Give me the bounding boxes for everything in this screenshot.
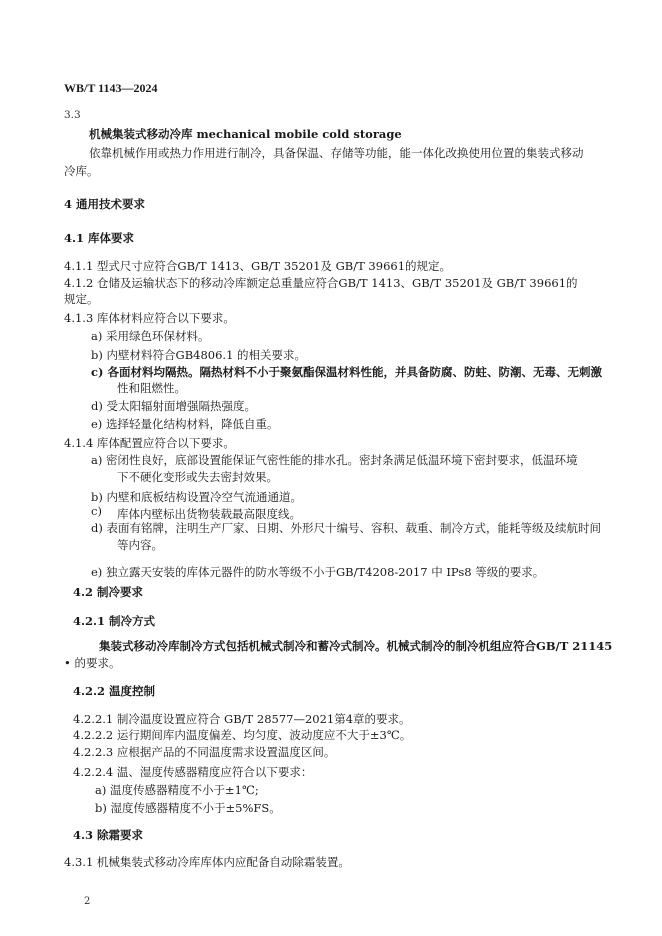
- text-line-s413-e: e) 选择轻量化结构材料，降低自重。: [91, 417, 279, 431]
- standard-code-header: WB/T 1143—2024: [64, 81, 158, 95]
- text-line-s413: 4.1.3 库体材料应符合以下要求。: [64, 311, 235, 325]
- page-number: 2: [84, 896, 91, 907]
- text-line-s413-c2: 性和阻燃性。: [117, 381, 186, 395]
- text-line-s421: 4.2.1 制冷方式: [73, 614, 156, 628]
- text-line-s413-b: b) 内壁材料符合GB4806.1 的相关要求。: [91, 348, 307, 362]
- text-line-s414-d2: 等内容。: [117, 538, 163, 552]
- text-line-def-body-2: 冷库。: [64, 164, 99, 178]
- text-line-s413-c1: c) 各面材料均隔热。隔热材料不小于聚氨酯保温材料性能，并具备防腐、防蛀、防潮、无毒、无刺激: [91, 365, 602, 379]
- text-line-s422: 4.2.2 温度控制: [73, 684, 156, 698]
- text-line-s4221: 4.2.2.1 制冷温度设置应符合 GB/T 28577—2021第4章的要求。: [73, 712, 411, 726]
- text-line-s414-b: b) 内壁和底板结构设置冷空气流通通道。: [91, 490, 303, 504]
- text-line-def-term: 机械集装式移动冷库 mechanical mobile cold storage: [89, 127, 402, 141]
- text-line-s4223: 4.2.2.3 应根据产品的不同温度需求设置温度区间。: [73, 745, 336, 759]
- text-line-sec41: 4.1 库体要求: [64, 231, 135, 245]
- text-line-s421-p1: 集装式移动冷库制冷方式包括机械式制冷和蓄冷式制冷。机械式制冷的制冷机组应符合GB/T 21145: [99, 639, 613, 653]
- text-line-s413-d: d) 受太阳辐射面增强隔热强度。: [91, 399, 257, 413]
- text-line-s4224-b: b) 湿度传感器精度不小于±5%FS。: [95, 801, 281, 815]
- text-line-s414-c: 库体内壁标出货物装载最高限度线。: [117, 507, 301, 521]
- text-line-s431: 4.3.1 机械集装式移动冷库库体内应配备自动除霜装置。: [64, 855, 350, 869]
- text-line-s414: 4.1.4 库体配置应符合以下要求。: [64, 436, 235, 450]
- text-line-s4224: 4.2.2.4 温、湿度传感器精度应符合以下要求：: [73, 765, 313, 779]
- text-line-s414-a2: 下不硬化变形或失去密封效果。: [117, 470, 278, 484]
- text-line-s413-a: a) 采用绿色环保材料。: [91, 329, 210, 343]
- text-line-s414-a1: a) 密闭性良好，底部设置能保证气密性能的排水孔。密封条满足低温环境下密封要求，低温环境: [91, 453, 578, 467]
- text-line-sec43: 4.3 除霜要求: [73, 828, 144, 842]
- text-line-s4222: 4.2.2.2 运行期间库内温度偏差、均匀度、波动度应不大于±3℃。: [73, 728, 412, 742]
- text-line-s4224-a: a) 温度传感器精度不小于±1℃;: [95, 783, 259, 797]
- text-line-s412-2: 规定。: [64, 292, 99, 306]
- text-line-s421-p2: • 的要求。: [64, 656, 121, 670]
- text-line-s412-1: 4.1.2 仓储及运输状态下的移动冷库额定总重量应符合GB/T 1413、GB/T 35201及 GB/T 39661的: [64, 276, 578, 290]
- text-line-s414-e: e) 独立露天安装的库体元器件的防水等级不小于GB/T4208-2017 中 IPs8 等级的要求。: [91, 565, 545, 579]
- text-line-sec42: 4.2 制冷要求: [73, 585, 144, 599]
- text-line-def-body-1: 依靠机械作用或热力作用进行制冷，具备保温、存储等功能，能一体化改换使用位置的集装式移动: [89, 146, 584, 160]
- text-line-sec4: 4 通用技术要求: [64, 197, 146, 211]
- text-line-s411: 4.1.1 型式尺寸应符合GB/T 1413、GB/T 35201及 GB/T 39661的规定。: [64, 259, 452, 273]
- text-line-def-num: 3.3: [64, 109, 81, 121]
- text-line-s414-c-letter: c): [91, 504, 102, 518]
- text-line-s414-d1: d) 表面有铭牌，注明生产厂家、日期、外形尺十编号、容积、载重、制冷方式，能耗等级及续航时间: [91, 521, 601, 535]
